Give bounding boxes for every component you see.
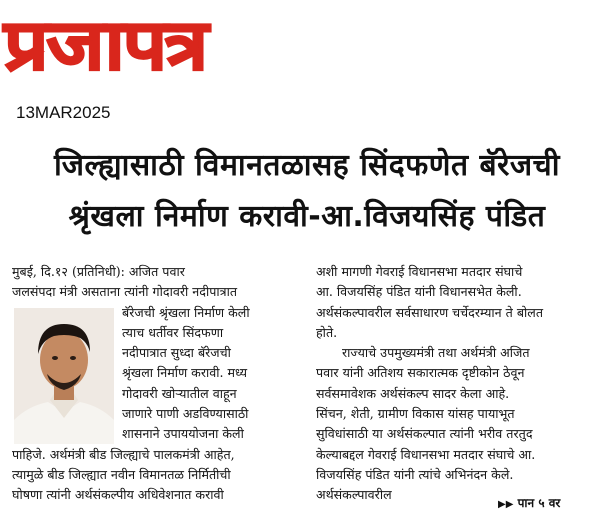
article-line: जाणारे पाणी अडविण्यासाठी [122,406,249,422]
article-line: अर्थसंकल्पावरील सर्वसाधारण चर्चेदरम्यान ते बोलत [316,304,544,320]
article-line: पाहिजे. अर्थमंत्री बीड जिल्ह्याचे पालकमंत्री आहेत, [12,446,235,462]
article-line: गोदावरी खोऱ्यातील वाहून [122,385,237,401]
article-line: विजयसिंह पंडित यांनी त्यांचे अभिनंदन केले. [316,466,514,482]
article-line: जलसंपदा मंत्री असताना त्यांनी गोदावरी नदीपात्रात [12,284,238,300]
article-line: अशी मागणी गेवराई विधानसभा मतदार संघाचे [316,264,523,279]
continued-label: पान ५ वर [517,496,561,510]
article-line: होते. [316,324,338,340]
article-line: आ. विजयसिंह पंडित यांनी विधानसभेत केली. [316,284,522,300]
publication-date: 13MAR2025 [16,103,111,122]
article-line: सुविधांसाठी या अर्थसंकल्पात त्यांनी भरीव तरतुद [316,426,533,442]
article-line: बॅरेजची श्रृंखला निर्माण केली [122,304,250,320]
headline-line-2: श्रृंखला निर्माण करावी-आ.विजयसिंह पंडित [68,199,546,234]
article-column-left [12,262,296,506]
article-line: अर्थसंकल्पावरील [316,487,392,503]
article-line: त्याच धर्तीवर सिंदफणा [122,324,224,340]
newspaper-masthead: प्रजापत्र [4,4,206,86]
article-line: मुबई, दि.१२ (प्रतिनिधी): अजित पवार [12,264,185,279]
article-line: श्रृंखला निर्माण करावी. मध्य [122,365,248,381]
article-line: सर्वसमावेशक अर्थसंकल्प सादर केला आहे. [316,385,510,401]
article-line: घोषणा त्यांनी अर्थसंकल्पीय अधिवेशनात करावी [12,487,224,503]
article-line: शासनाने उपाययोजना केली [122,426,244,442]
article-column-right [316,262,608,506]
double-arrow-icon: ▶▶ [498,499,514,510]
article-line: सिंचन, शेती, ग्रामीण विकास यांसह पायाभूत [316,406,515,422]
article-line: नदीपात्रात सुध्दा बॅरेजची [122,345,231,361]
article-headline [18,140,596,242]
article-line: केल्याबद्दल गेवराई विधानसभा मतदार संघाचे आ. [316,446,536,462]
article-line: पवार यांनी अतिशय सकारात्मक दृष्टीकोन ठेवून [316,365,525,381]
article-line: त्यामुळे बीड जिल्ह्यात नवीन विमानतळ निर्मितीची [12,466,231,482]
continued-on-page [498,494,560,511]
headline-line-1: जिल्ह्यासाठी विमानतळासह सिंदफणेत बॅरेजची [54,148,560,183]
article-line: राज्याचे उपमुख्यमंत्री तथा अर्थमंत्री अजित [342,345,530,361]
